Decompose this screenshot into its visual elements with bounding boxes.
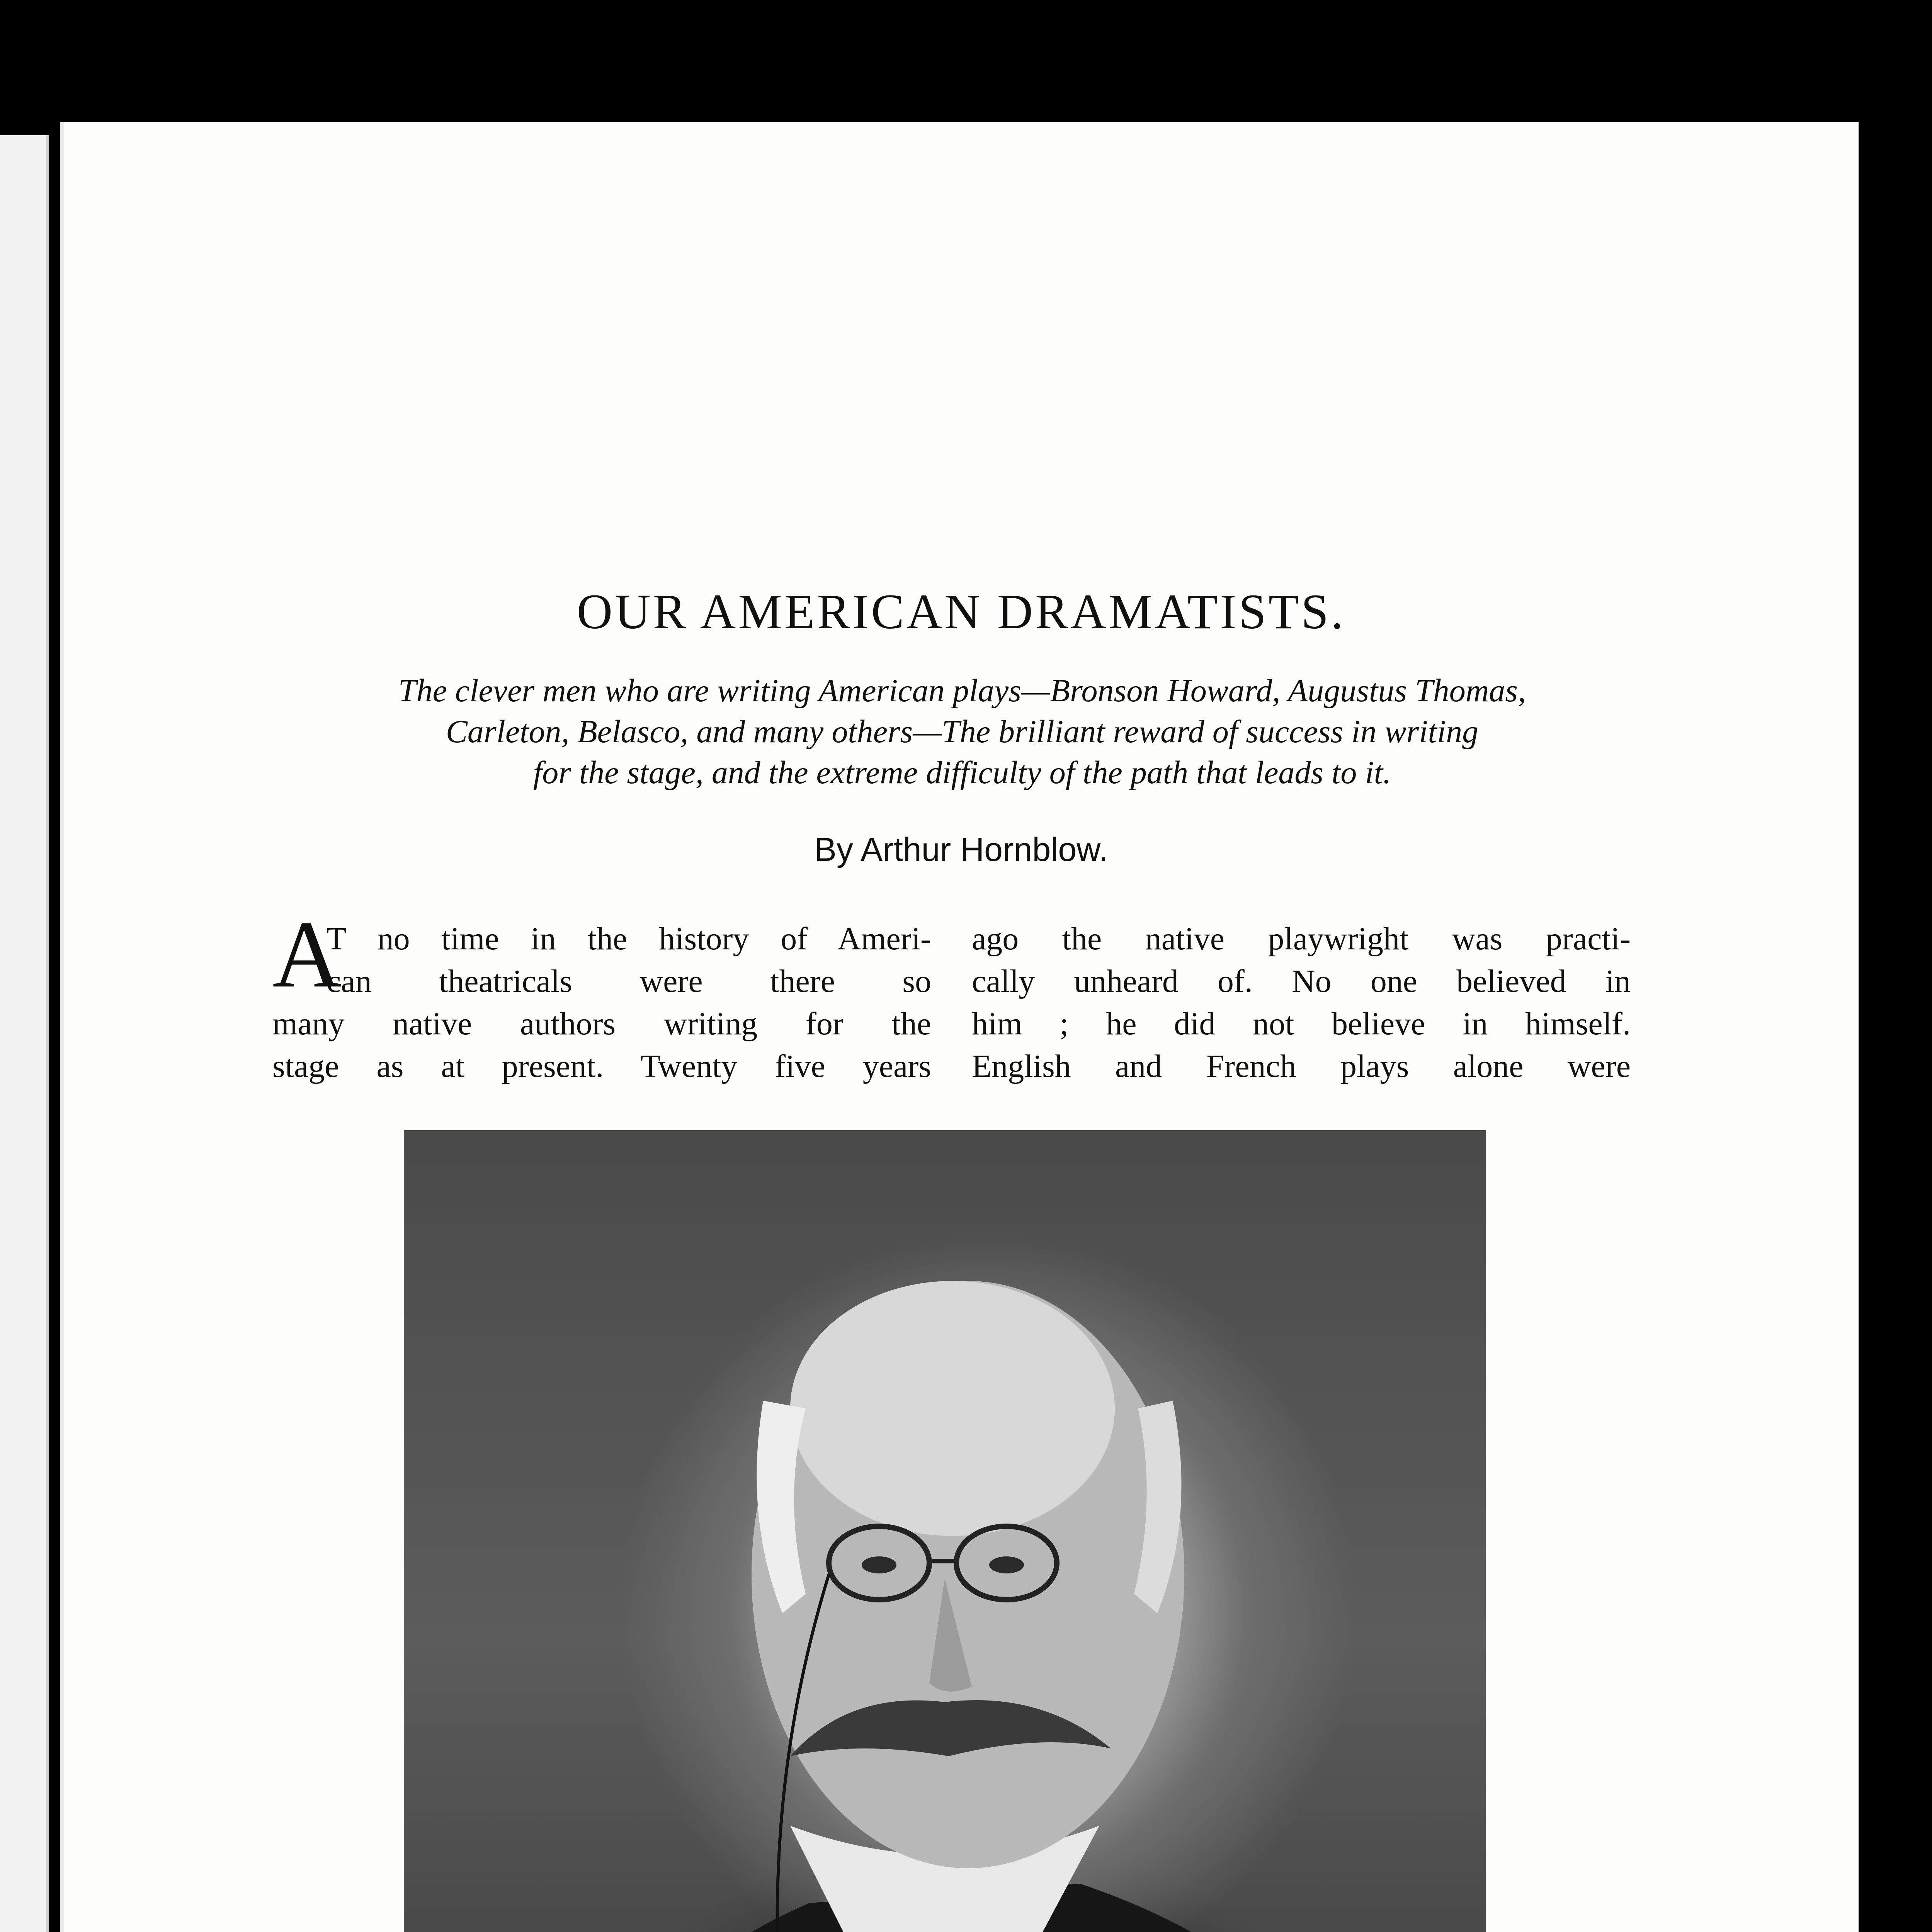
article-title: OUR AMERICAN DRAMATISTS. [577,584,1346,639]
magazine-page [64,122,1859,1932]
subtitle-line: Carleton, Belasco, and many others—The brilliant reward of success in writing [446,714,1479,750]
article-byline: By Arthur Hornblow. [814,831,1108,868]
eye-right [989,1556,1024,1573]
portrait-illustration [404,1130,1486,1932]
drop-cap: A [272,901,342,1007]
forehead-highlight [790,1281,1115,1536]
body-column-right [972,918,1631,1088]
body-line: can theatricals were there so [327,963,931,999]
body-line: him ; he did not believe in himself. [972,1006,1631,1042]
subtitle-line: The clever men who are writing American plays—Bronson Howard, Augustus Thomas, [398,673,1526,709]
body-column-left [272,918,931,1088]
subtitle-line: for the stage, and the extreme difficulty of the path that leads to it. [533,755,1391,791]
body-line: ago the native playwright was practi- [972,921,1631,957]
portrait-photograph [404,1130,1486,1932]
body-line: many native authors writing for the [272,1006,931,1042]
eye-left [862,1556,896,1573]
adjacent-page-edge [0,135,49,1932]
body-line: stage as at present. Twenty five years [272,1048,931,1084]
body-line: cally unheard of. No one believed in [972,963,1631,999]
body-line: T no time in the history of Ameri- [327,921,931,957]
article-subtitle [257,670,1667,793]
body-line: English and French plays alone were [972,1048,1631,1084]
